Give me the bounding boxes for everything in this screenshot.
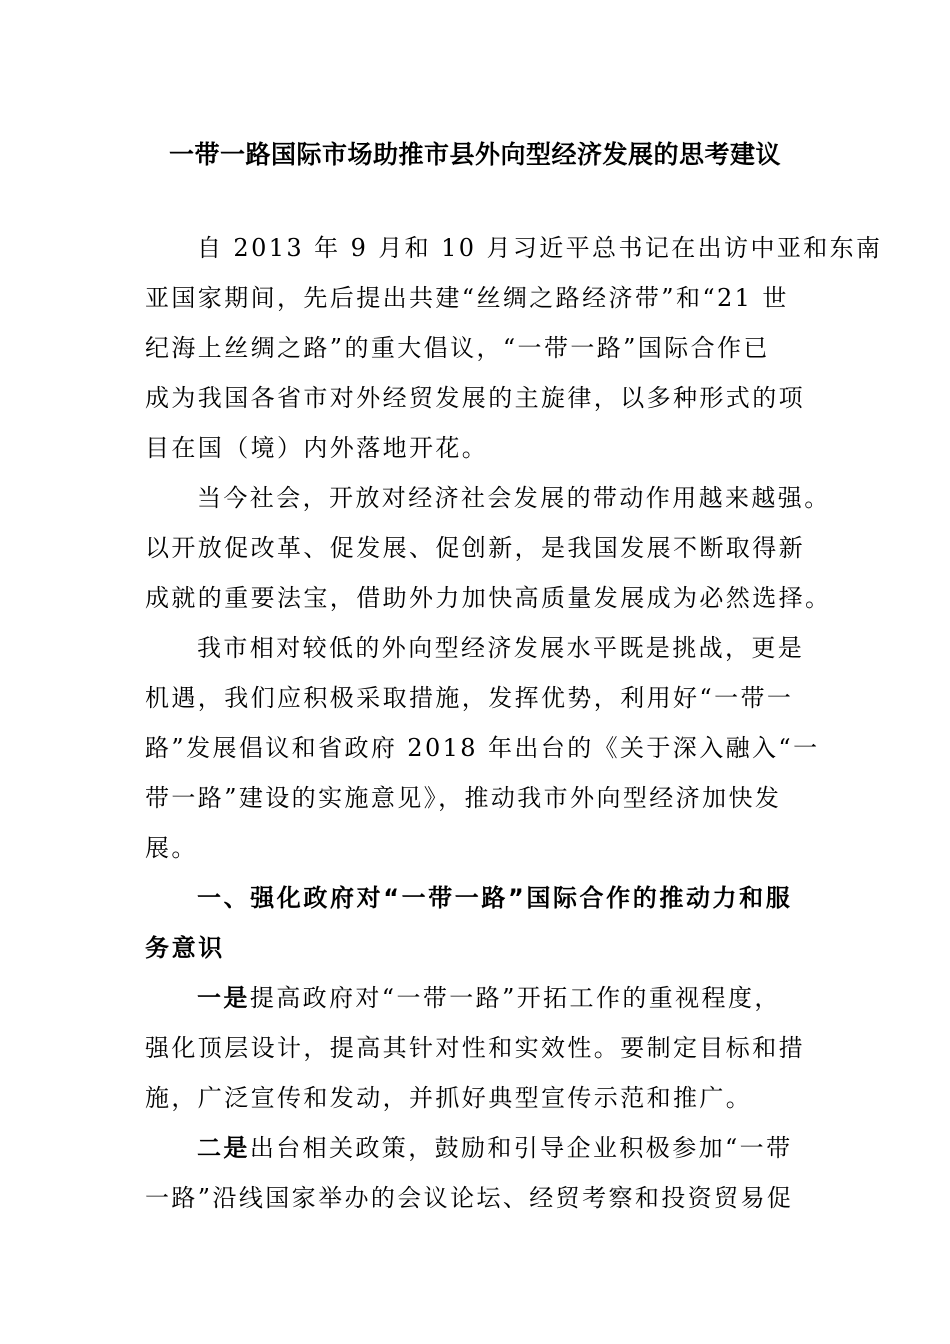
paragraph-2-line: 成就的重要法宝，借助外力加快高质量发展成为必然选择。 (145, 584, 832, 612)
section-heading-line: 一、强化政府对“一带一路”国际合作的推动力和服 (197, 884, 793, 912)
paragraph-2-line: 当今社会，开放对经济社会发展的带动作用越来越强。 (197, 484, 831, 512)
paragraph-3-line: 我市相对较低的外向型经济发展水平既是挑战，更是 (197, 634, 805, 662)
paragraph-1-line: 自 2013 年 9 月和 10 月习近平总书记在出访中亚和东南 (197, 234, 883, 262)
paragraph-3-line: 展。 (145, 834, 198, 862)
item-lead-label: 二是 (197, 1134, 250, 1162)
item-2-text: 出台相关政策，鼓励和引导企业积极参加“一带 (249, 1134, 793, 1162)
item-1-text: 提高政府对“一带一路”开拓工作的重视程度， (249, 984, 781, 1012)
item-lead-label: 一是 (197, 984, 250, 1012)
paragraph-3-line: 路”发展倡议和省政府 2018 年出台的《关于深入融入“一 (145, 734, 820, 762)
paragraph-2-line: 以开放促改革、促发展、促创新，是我国发展不断取得新 (145, 534, 805, 562)
item-1-line: 强化顶层设计，提高其针对性和实效性。要制定目标和措 (145, 1034, 805, 1062)
item-2-first-line (197, 1128, 792, 1168)
paragraph-1-line: 纪海上丝绸之路”的重大倡议，“一带一路”国际合作已 (145, 334, 770, 362)
document-title: 一带一路国际市场助推市县外向型经济发展的思考建议 (168, 140, 781, 169)
paragraph-3-line: 机遇，我们应积极采取措施，发挥优势，利用好“一带一 (145, 684, 794, 712)
item-1-first-line (197, 978, 781, 1018)
item-1-line: 施，广泛宣传和发动，并抓好典型宣传示范和推广。 (145, 1084, 753, 1112)
section-heading-line: 务意识 (145, 934, 225, 962)
paragraph-3-line: 带一路”建设的实施意见》，推动我市外向型经济加快发 (145, 784, 782, 812)
paragraph-1-line: 目在国（境）内外落地开花。 (145, 434, 489, 462)
paragraph-1-line: 成为我国各省市对外经贸发展的主旋律，以多种形式的项 (145, 384, 805, 412)
paragraph-1-line: 亚国家期间，先后提出共建“丝绸之路经济带”和“21 世 (145, 284, 789, 312)
item-2-line: 一路”沿线国家举办的会议论坛、经贸考察和投资贸易促 (145, 1184, 794, 1212)
